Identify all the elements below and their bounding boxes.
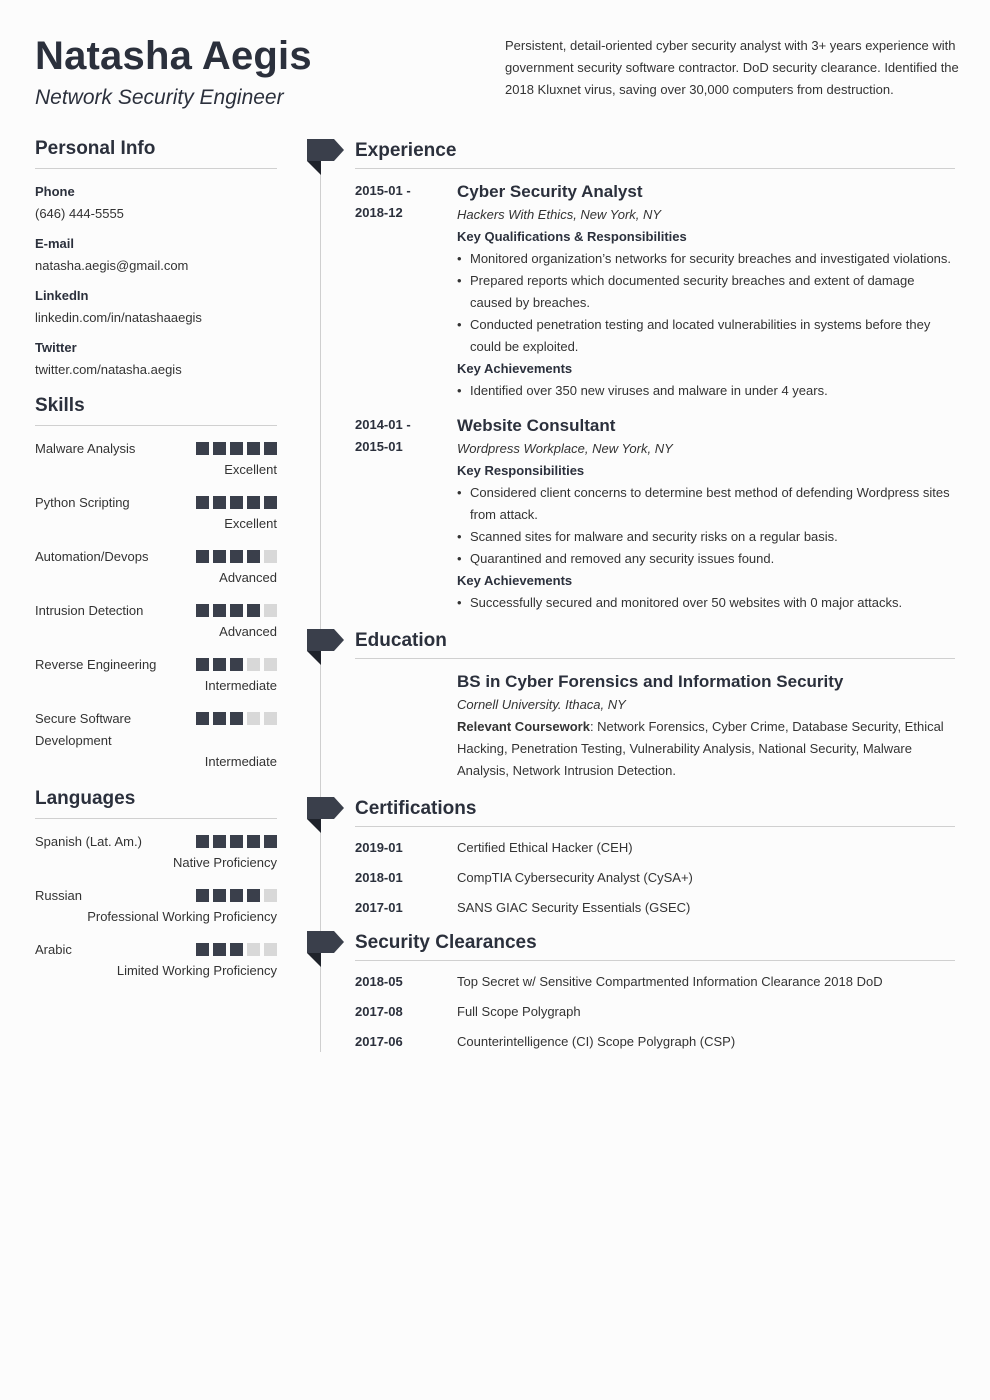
language-level: Limited Working Proficiency: [116, 963, 277, 978]
cert-date: 2017-01: [355, 900, 403, 915]
rating-square-icon: [213, 889, 226, 902]
rating-square-icon: [230, 835, 243, 848]
skill-item: [35, 546, 277, 588]
language-rating: [196, 835, 277, 848]
info-label: Twitter: [35, 340, 77, 355]
list-item: [355, 867, 955, 897]
skill-name: Secure Software Development: [35, 711, 132, 748]
achievements-list: [457, 592, 955, 614]
rating-square-icon: [247, 943, 260, 956]
language-level: Native Proficiency: [172, 855, 277, 870]
skill-level: Excellent: [224, 462, 277, 477]
list-item: [355, 1001, 955, 1031]
rating-square-icon: [230, 658, 243, 671]
coursework-list: : Network Forensics, Cyber Crime, Database Security, Ethical Hacking, Penetration Testing, Vulnerability Analysis, National Security, Malware Analysis, Network Intrusion Detection.: [457, 719, 944, 778]
rating-square-icon: [213, 712, 226, 725]
achievements-heading: Key Achievements: [457, 361, 573, 376]
language-name: Spanish (Lat. Am.): [35, 834, 142, 849]
skill-rating: [196, 712, 277, 725]
list-item: • Monitored organization’s networks for security breaches and investigated violations.: [457, 248, 955, 270]
responsibilities-heading: Key Qualifications & Responsibilities: [457, 229, 687, 244]
skill-name: Automation/Devops: [35, 549, 149, 564]
info-item-linkedin: [35, 285, 277, 329]
rating-square-icon: [196, 442, 209, 455]
info-label: E-mail: [35, 236, 75, 251]
language-name: Arabic: [35, 942, 72, 957]
list-item: • Scanned sites for malware and security risks on a regular basis.: [457, 526, 955, 548]
job-place: Hackers With Ethics, New York, NY: [457, 207, 662, 222]
skills-list: [35, 438, 277, 772]
rating-square-icon: [247, 442, 260, 455]
job-title: Website Consultant: [457, 416, 616, 435]
list-item: • Considered client concerns to determine best method of defending Wordpress sites from attack.: [457, 482, 955, 526]
skill-rating: [196, 442, 277, 455]
section-flag-icon: [307, 629, 344, 665]
coursework: [457, 716, 955, 782]
rating-square-icon: [264, 712, 277, 725]
degree: BS in Cyber Forensics and Information Security: [457, 672, 844, 691]
list-item: [355, 837, 955, 867]
list-item: • Successfully secured and monitored over 50 websites with 0 major attacks.: [457, 592, 955, 614]
education-title: Education: [355, 628, 955, 659]
job-body: [457, 414, 955, 614]
rating-square-icon: [230, 712, 243, 725]
rating-square-icon: [196, 835, 209, 848]
cert-name: Certified Ethical Hacker (CEH): [457, 840, 633, 855]
achievements-heading: Key Achievements: [457, 573, 573, 588]
job-title: Cyber Security Analyst: [457, 182, 643, 201]
timeline-line: [320, 160, 321, 1052]
responsibilities-list: [457, 248, 955, 358]
skill-rating: [196, 496, 277, 509]
skills-title: Skills: [35, 395, 277, 426]
cert-date: 2018-01: [355, 870, 403, 885]
rating-square-icon: [196, 658, 209, 671]
left-column: [35, 138, 277, 981]
skill-name: Malware Analysis: [35, 441, 136, 456]
info-value: (646) 444-5555: [35, 206, 124, 221]
skill-level: Advanced: [219, 570, 277, 585]
rating-square-icon: [264, 943, 277, 956]
languages-list: [35, 831, 277, 981]
rating-square-icon: [196, 943, 209, 956]
rating-square-icon: [196, 496, 209, 509]
job-date-end: 2018-12: [355, 205, 403, 220]
info-value: natasha.aegis@gmail.com: [35, 258, 189, 273]
skill-rating: [196, 658, 277, 671]
info-item-phone: [35, 181, 277, 225]
rating-square-icon: [264, 658, 277, 671]
clearances-title: Security Clearances: [355, 930, 955, 961]
school: Cornell University. Ithaca, NY: [457, 697, 626, 712]
skill-level: Advanced: [219, 624, 277, 639]
rating-square-icon: [196, 550, 209, 563]
rating-square-icon: [264, 889, 277, 902]
job-place: Wordpress Workplace, New York, NY: [457, 441, 673, 456]
rating-square-icon: [230, 604, 243, 617]
list-item: • Identified over 350 new viruses and malware in under 4 years.: [457, 380, 955, 402]
list-item: [355, 1031, 955, 1061]
clearance-name: Counterintelligence (CI) Scope Polygraph (CSP): [457, 1034, 736, 1049]
rating-square-icon: [213, 604, 226, 617]
rating-square-icon: [247, 496, 260, 509]
cert-name: CompTIA Cybersecurity Analyst (CySA+): [457, 870, 693, 885]
job-entry: [355, 414, 955, 614]
responsibilities-heading: Key Responsibilities: [457, 463, 585, 478]
summary: Persistent, detail-oriented cyber security analyst with 3+ years experience with government security software contractor. DoD security clearance. Identified the 2018 Kluxnet virus, saving over 30,000 computers from destruction.: [505, 38, 959, 97]
skill-level: Intermediate: [204, 678, 277, 693]
rating-square-icon: [264, 835, 277, 848]
rating-square-icon: [264, 604, 277, 617]
job-body: [457, 180, 955, 402]
personal-info-title: Personal Info: [35, 138, 277, 169]
skill-name: Intrusion Detection: [35, 603, 144, 618]
language-item: [35, 831, 277, 873]
rating-square-icon: [213, 496, 226, 509]
rating-square-icon: [264, 496, 277, 509]
job-entry: [355, 180, 955, 402]
list-item: • Conducted penetration testing and located vulnerabilities in systems before they could be exploited.: [457, 314, 955, 358]
skill-rating: [196, 604, 277, 617]
rating-square-icon: [247, 658, 260, 671]
info-item-email: [35, 233, 277, 277]
rating-square-icon: [213, 442, 226, 455]
rating-square-icon: [230, 889, 243, 902]
rating-square-icon: [230, 550, 243, 563]
rating-square-icon: [247, 889, 260, 902]
job-dates: [355, 180, 445, 224]
skill-rating: [196, 550, 277, 563]
language-item: [35, 885, 277, 927]
skill-item: [35, 438, 277, 480]
list-item: • Quarantined and removed any security issues found.: [457, 548, 955, 570]
list-item: [355, 897, 955, 927]
certifications-section: [355, 796, 955, 927]
education-entry: [355, 670, 955, 782]
rating-square-icon: [213, 835, 226, 848]
languages-title: Languages: [35, 788, 277, 819]
experience-section: [355, 138, 955, 614]
skill-name: Reverse Engineering: [35, 657, 157, 672]
rating-square-icon: [196, 889, 209, 902]
section-flag-icon: [307, 797, 344, 833]
skill-item: [35, 600, 277, 642]
clearance-date: 2017-06: [355, 1034, 403, 1049]
rating-square-icon: [213, 550, 226, 563]
clearances-list: [355, 971, 955, 1061]
education-body: [457, 670, 955, 782]
clearance-date: 2018-05: [355, 974, 403, 989]
section-flag-icon: [307, 139, 344, 175]
responsibilities-list: [457, 482, 955, 570]
rating-square-icon: [230, 442, 243, 455]
skill-item: [35, 654, 277, 696]
rating-square-icon: [230, 496, 243, 509]
language-rating: [196, 889, 277, 902]
rating-square-icon: [264, 550, 277, 563]
clearances-section: [355, 930, 955, 1061]
candidate-name: Natasha Aegis: [35, 34, 312, 78]
clearance-name: Top Secret w/ Sensitive Compartmented Information Clearance 2018 DoD: [457, 974, 883, 989]
language-level: Professional Working Proficiency: [87, 909, 277, 924]
clearance-name: Full Scope Polygraph: [457, 1004, 581, 1019]
info-value: linkedin.com/in/natashaaegis: [35, 310, 202, 325]
rating-square-icon: [247, 712, 260, 725]
rating-square-icon: [213, 943, 226, 956]
rating-square-icon: [264, 442, 277, 455]
rating-square-icon: [196, 712, 209, 725]
education-section: [355, 628, 955, 782]
language-item: [35, 939, 277, 981]
list-item: • Prepared reports which documented security breaches and extent of damage caused by breaches.: [457, 270, 955, 314]
skill-level: Excellent: [224, 516, 277, 531]
info-value: twitter.com/natasha.aegis: [35, 362, 182, 377]
experience-title: Experience: [355, 138, 955, 169]
rating-square-icon: [247, 835, 260, 848]
achievements-list: [457, 380, 955, 402]
cert-date: 2019-01: [355, 840, 403, 855]
job-dates: [355, 414, 445, 458]
info-label: Phone: [35, 184, 75, 199]
rating-square-icon: [196, 604, 209, 617]
language-name: Russian: [35, 888, 82, 903]
rating-square-icon: [230, 943, 243, 956]
skill-item: [35, 492, 277, 534]
info-item-twitter: [35, 337, 277, 381]
candidate-title: Network Security Engineer: [35, 86, 284, 109]
skill-level: Intermediate: [204, 754, 277, 769]
language-rating: [196, 943, 277, 956]
rating-square-icon: [247, 604, 260, 617]
rating-square-icon: [213, 658, 226, 671]
personal-info-list: [35, 181, 277, 381]
certifications-title: Certifications: [355, 796, 955, 827]
section-flag-icon: [307, 931, 344, 967]
info-label: LinkedIn: [35, 288, 89, 303]
job-date-start: 2015-01 -: [355, 183, 411, 198]
list-item: [355, 971, 955, 1001]
skill-item: [35, 708, 277, 772]
coursework-label: Relevant Coursework: [457, 719, 590, 734]
job-date-end: 2015-01: [355, 439, 403, 454]
rating-square-icon: [247, 550, 260, 563]
certifications-list: [355, 837, 955, 927]
job-date-start: 2014-01 -: [355, 417, 411, 432]
cert-name: SANS GIAC Security Essentials (GSEC): [457, 900, 691, 915]
skill-name: Python Scripting: [35, 495, 130, 510]
clearance-date: 2017-08: [355, 1004, 403, 1019]
